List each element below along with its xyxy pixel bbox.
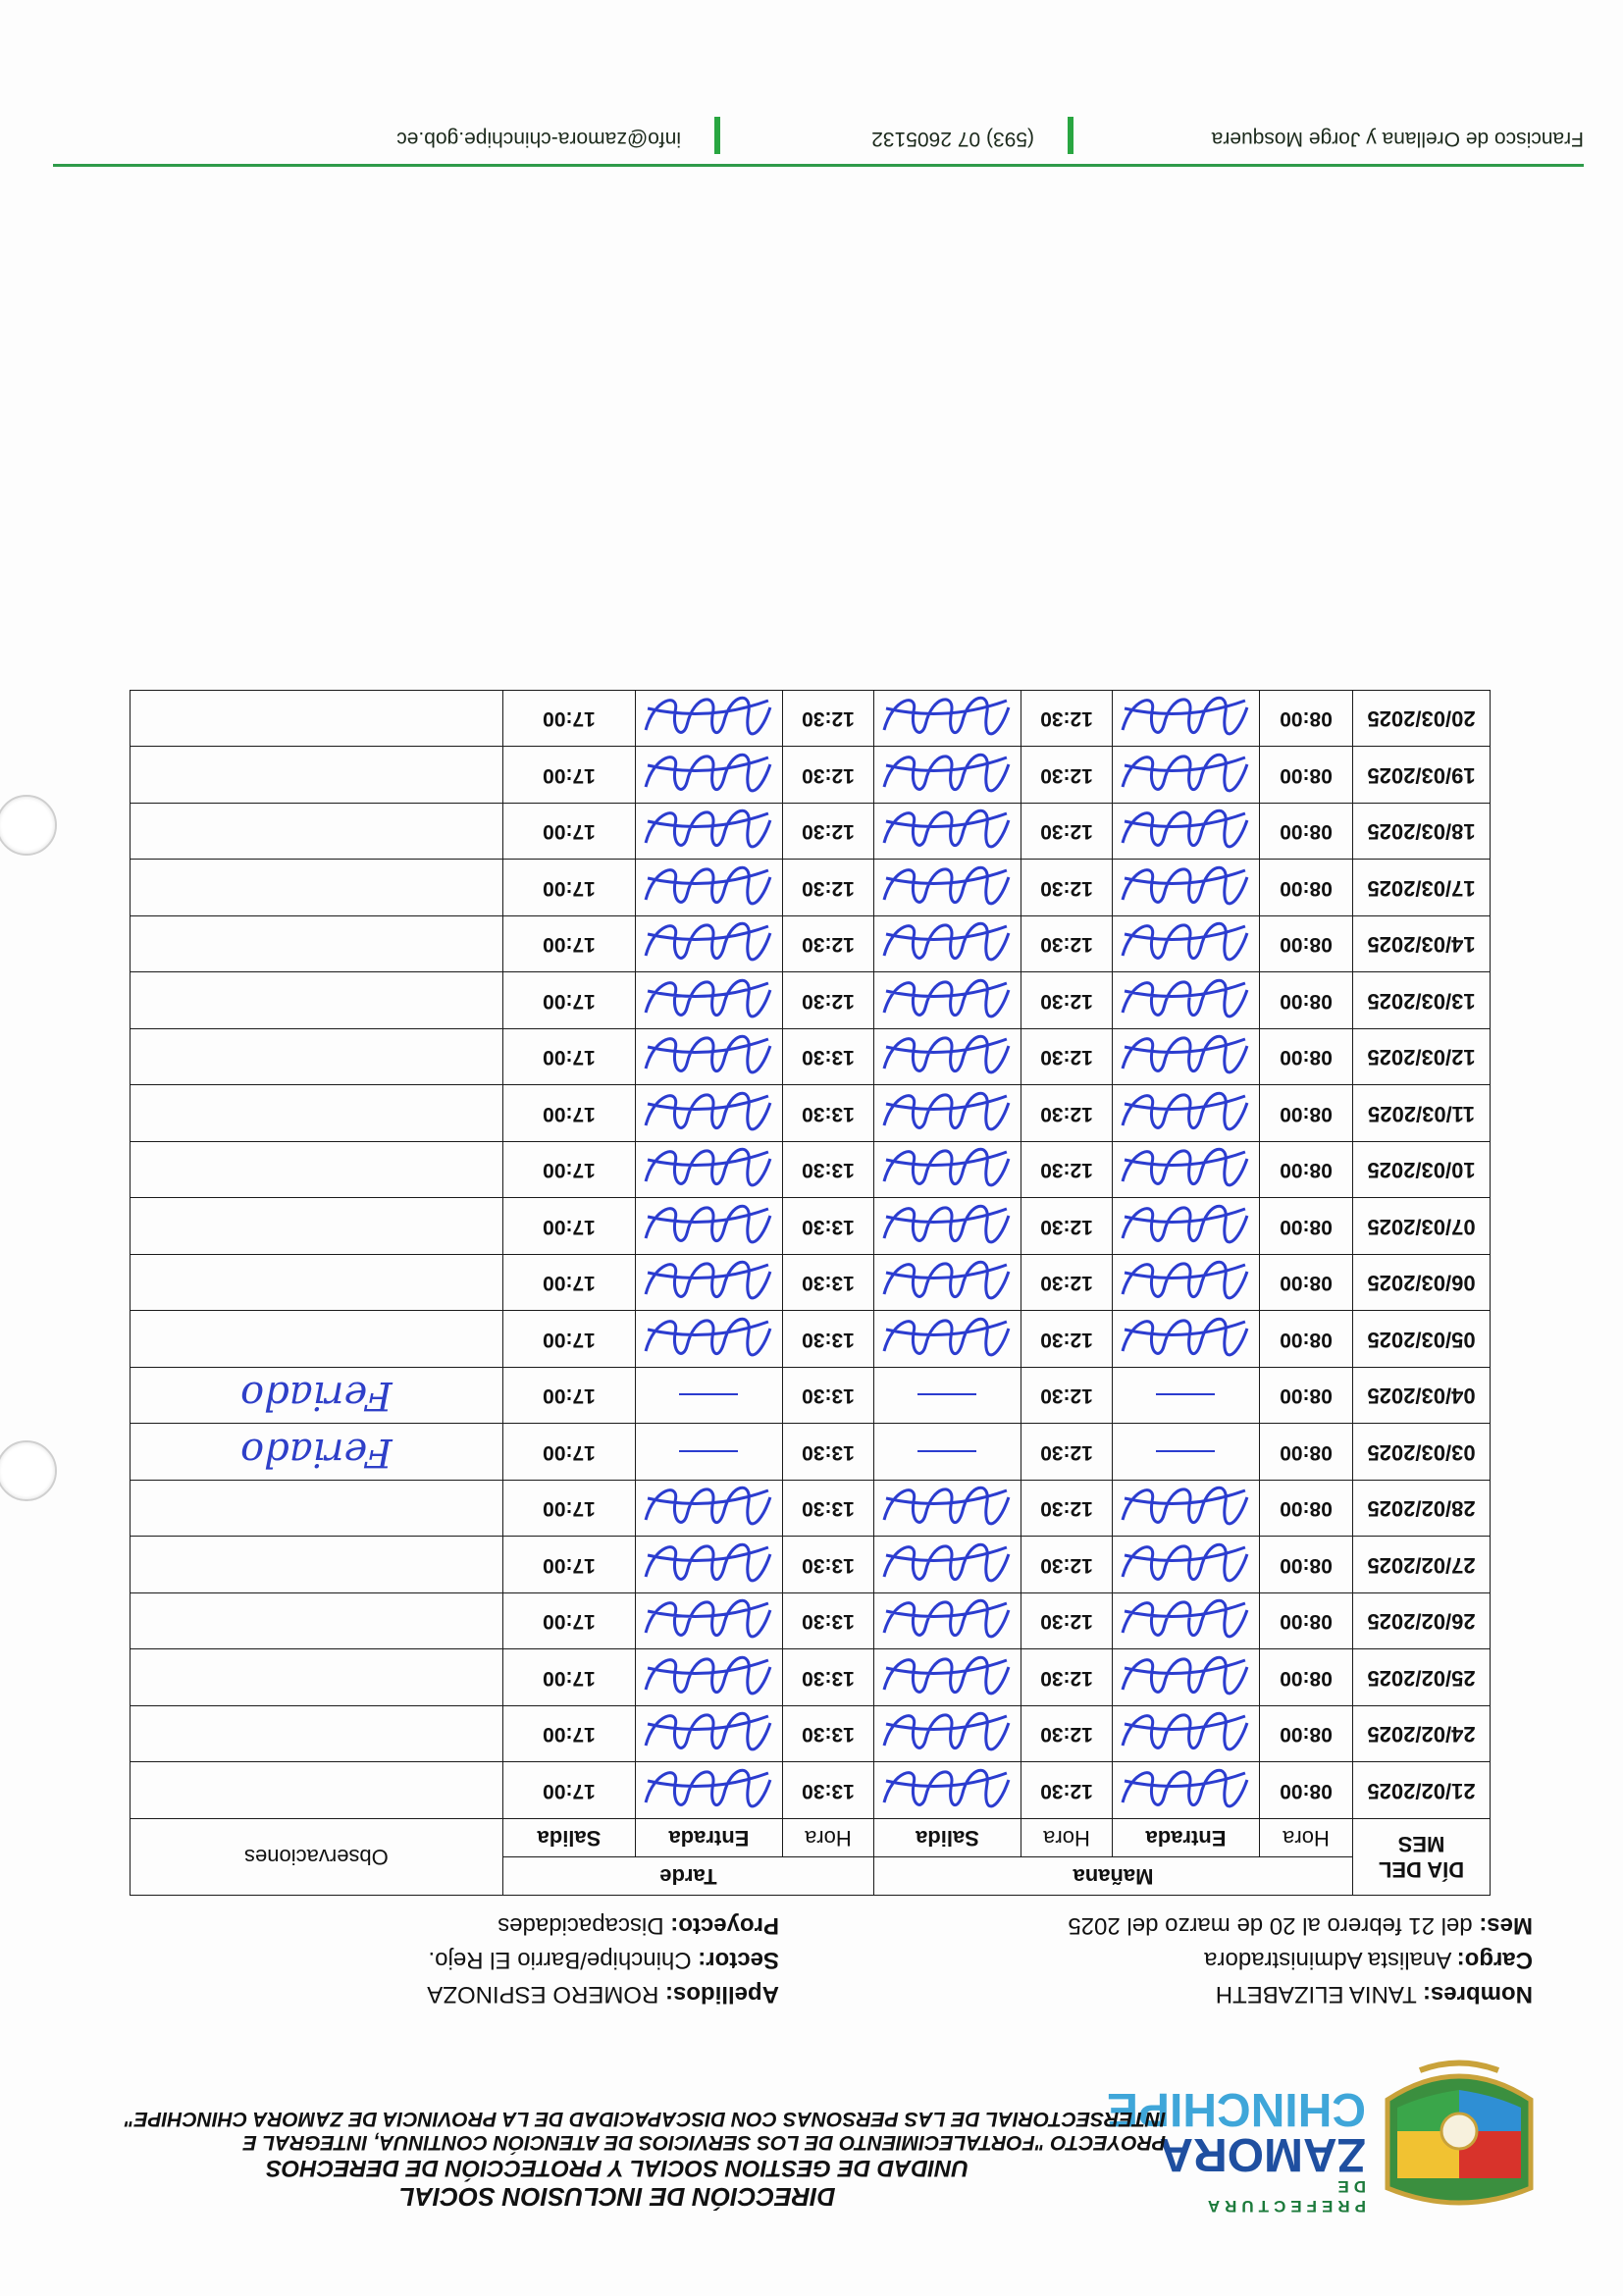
nombres-value: TANIA ELIZABETH — [1215, 1981, 1417, 2008]
morning-out-time: 12:30 — [1021, 691, 1113, 748]
afternoon-out-time: 17:00 — [502, 1198, 635, 1255]
morning-out-signature — [873, 1593, 1021, 1650]
table-row — [130, 1424, 1490, 1481]
afternoon-out-time: 17:00 — [502, 1481, 635, 1538]
morning-in-time: 08:00 — [1260, 691, 1353, 748]
col-salida-afternoon: Salida — [502, 1819, 635, 1857]
row-date: 12/03/2025 — [1353, 1029, 1491, 1086]
observation-cell — [130, 1085, 502, 1142]
morning-in-time: 08:00 — [1260, 747, 1353, 804]
morning-out-time: 12:30 — [1021, 1537, 1113, 1593]
morning-out-time: 12:30 — [1021, 804, 1113, 861]
cargo-row — [1068, 1943, 1533, 1977]
table-row — [130, 1649, 1490, 1706]
morning-in-time: 08:00 — [1260, 1311, 1353, 1368]
morning-out-time: 12:30 — [1021, 1368, 1113, 1425]
morning-in-signature — [1113, 691, 1260, 748]
afternoon-out-time: 17:00 — [502, 804, 635, 861]
morning-in-signature — [1113, 1537, 1260, 1593]
row-date: 10/03/2025 — [1353, 1142, 1491, 1199]
mes-row — [1068, 1908, 1533, 1943]
col-hora-2: Hora — [1021, 1819, 1113, 1857]
morning-out-signature — [873, 747, 1021, 804]
observation-cell — [130, 860, 502, 916]
afternoon-in-time: 13:30 — [782, 1593, 873, 1650]
row-date: 13/03/2025 — [1353, 972, 1491, 1029]
afternoon-out-time: 17:00 — [502, 747, 635, 804]
sector-label: Sector: — [698, 1947, 779, 1973]
table-row — [130, 804, 1490, 861]
morning-in-signature — [1113, 860, 1260, 916]
brand-line-2: CHINCHIPE — [1106, 2083, 1366, 2135]
col-entrada-afternoon: Entrada — [635, 1819, 782, 1857]
morning-in-signature — [1113, 1649, 1260, 1706]
attendance-table — [130, 690, 1491, 1896]
morning-out-time: 12:30 — [1021, 1424, 1113, 1481]
row-date: 19/03/2025 — [1353, 747, 1491, 804]
morning-in-signature — [1113, 1029, 1260, 1086]
footer — [53, 105, 1584, 167]
morning-in-signature — [1113, 1481, 1260, 1538]
row-date: 05/03/2025 — [1353, 1311, 1491, 1368]
morning-in-signature — [1113, 1085, 1260, 1142]
table-row — [130, 1085, 1490, 1142]
group-afternoon: Tarde — [502, 1857, 873, 1896]
table-row — [130, 1481, 1490, 1538]
observation-note: Feriado — [240, 1429, 393, 1475]
morning-in-time: 08:00 — [1260, 804, 1353, 861]
table-row — [130, 1198, 1490, 1255]
afternoon-out-time: 17:00 — [502, 860, 635, 916]
afternoon-in-time: 13:30 — [782, 1537, 873, 1593]
morning-out-time: 12:30 — [1021, 1142, 1113, 1199]
morning-in-signature — [1113, 747, 1260, 804]
document-header — [63, 2107, 1172, 2212]
morning-in-time: 08:00 — [1260, 1255, 1353, 1312]
row-date: 06/03/2025 — [1353, 1255, 1491, 1312]
afternoon-in-signature — [635, 1198, 782, 1255]
afternoon-out-time: 17:00 — [502, 1593, 635, 1650]
morning-out-signature — [873, 1481, 1021, 1538]
morning-out-signature — [873, 1706, 1021, 1763]
morning-out-signature — [873, 1085, 1021, 1142]
morning-out-time: 12:30 — [1021, 1593, 1113, 1650]
header-row-1 — [130, 1857, 1490, 1896]
table-row — [130, 1706, 1490, 1763]
morning-out-time: 12:30 — [1021, 1706, 1113, 1763]
afternoon-in-signature — [635, 1368, 782, 1425]
observation-note: Feriado — [240, 1373, 393, 1419]
morning-in-signature — [1113, 972, 1260, 1029]
morning-in-time: 08:00 — [1260, 1762, 1353, 1819]
prefecture-logo — [1376, 2051, 1543, 2218]
row-date: 14/03/2025 — [1353, 916, 1491, 973]
table-row — [130, 1593, 1490, 1650]
observation-cell — [130, 916, 502, 973]
afternoon-in-time: 12:30 — [782, 747, 873, 804]
proyecto-value: Discapacidades — [497, 1912, 664, 1939]
row-date: 26/02/2025 — [1353, 1593, 1491, 1650]
observation-cell — [130, 1029, 502, 1086]
punch-hole-bottom — [0, 795, 57, 856]
morning-out-time: 12:30 — [1021, 1085, 1113, 1142]
col-salida-morning: Salida — [873, 1819, 1021, 1857]
morning-out-time: 12:30 — [1021, 860, 1113, 916]
afternoon-out-time: 17:00 — [502, 1142, 635, 1199]
apellidos-label: Apellidos: — [664, 1981, 779, 2008]
observation-cell — [130, 1424, 502, 1481]
footer-address: Francisco de Orellana y Jorge Mosquera — [1211, 128, 1584, 150]
afternoon-in-signature — [635, 1649, 782, 1706]
morning-out-signature — [873, 916, 1021, 973]
sector-value: Chinchipe/Barrio El Rejo. — [428, 1947, 692, 1973]
cargo-label: Cargo: — [1456, 1947, 1533, 1973]
observation-cell — [130, 1649, 502, 1706]
afternoon-out-time: 17:00 — [502, 1424, 635, 1481]
afternoon-out-time: 17:00 — [502, 1255, 635, 1312]
morning-in-time: 08:00 — [1260, 1593, 1353, 1650]
afternoon-in-signature — [635, 1085, 782, 1142]
afternoon-in-signature — [635, 1537, 782, 1593]
morning-out-time: 12:30 — [1021, 1198, 1113, 1255]
table-row — [130, 747, 1490, 804]
table-row — [130, 1255, 1490, 1312]
afternoon-in-signature — [635, 1593, 782, 1650]
morning-out-signature — [873, 1649, 1021, 1706]
footer-email: info@zamora-chinchipe.gob.ec — [396, 128, 681, 150]
afternoon-in-time: 12:30 — [782, 916, 873, 973]
col-observaciones: Observaciones — [130, 1819, 502, 1896]
morning-in-signature — [1113, 1198, 1260, 1255]
morning-out-signature — [873, 860, 1021, 916]
morning-in-time: 08:00 — [1260, 1537, 1353, 1593]
afternoon-in-time: 13:30 — [782, 1198, 873, 1255]
morning-out-signature — [873, 1311, 1021, 1368]
morning-in-time: 08:00 — [1260, 1029, 1353, 1086]
morning-out-time: 12:30 — [1021, 972, 1113, 1029]
table-row — [130, 1142, 1490, 1199]
afternoon-out-time: 17:00 — [502, 1085, 635, 1142]
morning-in-signature — [1113, 1762, 1260, 1819]
proyecto-row — [427, 1908, 779, 1943]
morning-in-time: 08:00 — [1260, 916, 1353, 973]
header-title-1: DIRECCIÓN DE INCLUSION SOCIAL — [398, 2182, 836, 2212]
observation-cell — [130, 1481, 502, 1538]
observation-cell — [130, 691, 502, 748]
morning-out-time: 12:30 — [1021, 747, 1113, 804]
afternoon-in-signature — [635, 972, 782, 1029]
morning-out-signature — [873, 1142, 1021, 1199]
footer-divider-2 — [714, 117, 720, 154]
morning-in-signature — [1113, 1255, 1260, 1312]
afternoon-in-signature — [635, 1311, 782, 1368]
morning-out-time: 12:30 — [1021, 1029, 1113, 1086]
sector-row — [427, 1943, 779, 1977]
table-row — [130, 1537, 1490, 1593]
observation-cell — [130, 1368, 502, 1425]
mes-value: del 21 febrero al 20 de marzo del 2025 — [1068, 1912, 1473, 1939]
afternoon-in-signature — [635, 1255, 782, 1312]
nombres-label: Nombres: — [1422, 1981, 1533, 2008]
brand-name — [1106, 2083, 1366, 2216]
header-title-2: UNIDAD DE GESTION SOCIAL Y PROTECCIÓN DE DERECHOS — [265, 2155, 969, 2181]
group-morning: Mañana — [873, 1857, 1352, 1896]
afternoon-out-time: 17:00 — [502, 972, 635, 1029]
afternoon-out-time: 17:00 — [502, 916, 635, 973]
brand-line-1: ZAMORA — [1159, 2128, 1366, 2180]
morning-in-signature — [1113, 1424, 1260, 1481]
morning-in-signature — [1113, 916, 1260, 973]
afternoon-in-time: 12:30 — [782, 860, 873, 916]
morning-in-time: 08:00 — [1260, 1142, 1353, 1199]
afternoon-in-time: 13:30 — [782, 1649, 873, 1706]
row-date: 03/03/2025 — [1353, 1424, 1491, 1481]
afternoon-in-time: 13:30 — [782, 1029, 873, 1086]
morning-in-signature — [1113, 1142, 1260, 1199]
afternoon-in-signature — [635, 860, 782, 916]
apellidos-row — [427, 1977, 779, 2011]
table-row — [130, 916, 1490, 973]
morning-in-time: 08:00 — [1260, 1706, 1353, 1763]
row-date: 04/03/2025 — [1353, 1368, 1491, 1425]
afternoon-in-time: 13:30 — [782, 1255, 873, 1312]
morning-out-signature — [873, 1424, 1021, 1481]
col-hora-1: Hora — [1260, 1819, 1353, 1857]
table-row — [130, 860, 1490, 916]
afternoon-out-time: 17:00 — [502, 1311, 635, 1368]
morning-in-signature — [1113, 1593, 1260, 1650]
afternoon-in-signature — [635, 1029, 782, 1086]
afternoon-in-signature — [635, 1424, 782, 1481]
observation-cell — [130, 1198, 502, 1255]
header-title-3: PROYECTO "FORTALECIMIENTO DE LOS SERVICIOS DE ATENCIÓN CONTINUA, INTEGRAL E INTERSECTORIAL DE LAS PERSONAS CON DISCAPACIDAD DE LA PROVINCIA DE ZAMORA CHINCHIPE" — [124, 2108, 1166, 2154]
table-row — [130, 1029, 1490, 1086]
morning-out-signature — [873, 972, 1021, 1029]
afternoon-out-time: 17:00 — [502, 1762, 635, 1819]
observation-cell — [130, 1706, 502, 1763]
afternoon-in-signature — [635, 747, 782, 804]
employee-info-left — [1068, 1908, 1533, 2011]
col-hora-3: Hora — [782, 1819, 873, 1857]
cargo-value: Analista Administradora — [1204, 1947, 1452, 1973]
employee-info-right — [427, 1908, 779, 2011]
morning-out-signature — [873, 691, 1021, 748]
afternoon-out-time: 17:00 — [502, 1368, 635, 1425]
afternoon-in-signature — [635, 691, 782, 748]
morning-out-signature — [873, 1762, 1021, 1819]
punch-hole-top — [0, 1440, 57, 1501]
apellidos-value: ROMERO ESPINOZA — [427, 1981, 659, 2008]
table-row — [130, 972, 1490, 1029]
morning-in-time: 08:00 — [1260, 860, 1353, 916]
afternoon-in-signature — [635, 804, 782, 861]
morning-in-signature — [1113, 1706, 1260, 1763]
morning-in-time: 08:00 — [1260, 1085, 1353, 1142]
row-date: 17/03/2025 — [1353, 860, 1491, 916]
col-day: DÍA DEL MES — [1353, 1819, 1491, 1896]
morning-in-signature — [1113, 1311, 1260, 1368]
row-date: 28/02/2025 — [1353, 1481, 1491, 1538]
observation-cell — [130, 1255, 502, 1312]
observation-cell — [130, 1762, 502, 1819]
table-row — [130, 691, 1490, 748]
afternoon-in-time: 13:30 — [782, 1706, 873, 1763]
footer-divider-1 — [1068, 117, 1073, 154]
col-entrada-morning: Entrada — [1113, 1819, 1260, 1857]
row-date: 25/02/2025 — [1353, 1649, 1491, 1706]
afternoon-out-time: 17:00 — [502, 1706, 635, 1763]
row-date: 27/02/2025 — [1353, 1537, 1491, 1593]
morning-out-time: 12:30 — [1021, 1762, 1113, 1819]
afternoon-in-time: 12:30 — [782, 972, 873, 1029]
afternoon-in-time: 13:30 — [782, 1481, 873, 1538]
morning-in-time: 08:00 — [1260, 1368, 1353, 1425]
morning-in-signature — [1113, 1368, 1260, 1425]
morning-in-time: 08:00 — [1260, 1424, 1353, 1481]
morning-in-signature — [1113, 804, 1260, 861]
row-date: 07/03/2025 — [1353, 1198, 1491, 1255]
afternoon-in-time: 13:30 — [782, 1142, 873, 1199]
morning-out-signature — [873, 1537, 1021, 1593]
morning-out-signature — [873, 1029, 1021, 1086]
afternoon-in-signature — [635, 916, 782, 973]
morning-out-time: 12:30 — [1021, 916, 1113, 973]
morning-in-time: 08:00 — [1260, 1481, 1353, 1538]
row-date: 21/02/2025 — [1353, 1762, 1491, 1819]
afternoon-out-time: 17:00 — [502, 1649, 635, 1706]
afternoon-in-signature — [635, 1481, 782, 1538]
morning-out-time: 12:30 — [1021, 1311, 1113, 1368]
row-date: 24/02/2025 — [1353, 1706, 1491, 1763]
proyecto-label: Proyecto: — [670, 1912, 779, 1939]
observation-cell — [130, 804, 502, 861]
nombres-row — [1068, 1977, 1533, 2011]
row-date: 18/03/2025 — [1353, 804, 1491, 861]
morning-out-time: 12:30 — [1021, 1649, 1113, 1706]
morning-out-time: 12:30 — [1021, 1481, 1113, 1538]
observation-cell — [130, 1593, 502, 1650]
afternoon-out-time: 17:00 — [502, 691, 635, 748]
attendance-rows — [130, 691, 1490, 1819]
afternoon-in-time: 12:30 — [782, 804, 873, 861]
table-row — [130, 1762, 1490, 1819]
observation-cell — [130, 747, 502, 804]
observation-cell — [130, 1311, 502, 1368]
brand-prefix: PREFECTURA DE — [1203, 2177, 1366, 2216]
row-date: 11/03/2025 — [1353, 1085, 1491, 1142]
afternoon-in-time: 13:30 — [782, 1762, 873, 1819]
observation-cell — [130, 972, 502, 1029]
afternoon-in-time: 12:30 — [782, 691, 873, 748]
afternoon-in-signature — [635, 1706, 782, 1763]
afternoon-in-time: 13:30 — [782, 1368, 873, 1425]
morning-out-signature — [873, 1368, 1021, 1425]
morning-out-time: 12:30 — [1021, 1255, 1113, 1312]
table-row — [130, 1368, 1490, 1425]
table-row — [130, 1311, 1490, 1368]
morning-out-signature — [873, 804, 1021, 861]
morning-out-signature — [873, 1255, 1021, 1312]
afternoon-in-time: 13:30 — [782, 1311, 873, 1368]
mes-label: Mes: — [1479, 1912, 1533, 1939]
morning-out-signature — [873, 1198, 1021, 1255]
row-date: 20/03/2025 — [1353, 691, 1491, 748]
afternoon-out-time: 17:00 — [502, 1029, 635, 1086]
afternoon-in-time: 13:30 — [782, 1424, 873, 1481]
morning-in-time: 08:00 — [1260, 1198, 1353, 1255]
afternoon-in-signature — [635, 1762, 782, 1819]
observation-cell — [130, 1537, 502, 1593]
observation-cell — [130, 1142, 502, 1199]
afternoon-out-time: 17:00 — [502, 1537, 635, 1593]
morning-in-time: 08:00 — [1260, 972, 1353, 1029]
afternoon-in-signature — [635, 1142, 782, 1199]
footer-phone: (593) 07 2605132 — [871, 128, 1034, 150]
afternoon-in-time: 13:30 — [782, 1085, 873, 1142]
morning-in-time: 08:00 — [1260, 1649, 1353, 1706]
